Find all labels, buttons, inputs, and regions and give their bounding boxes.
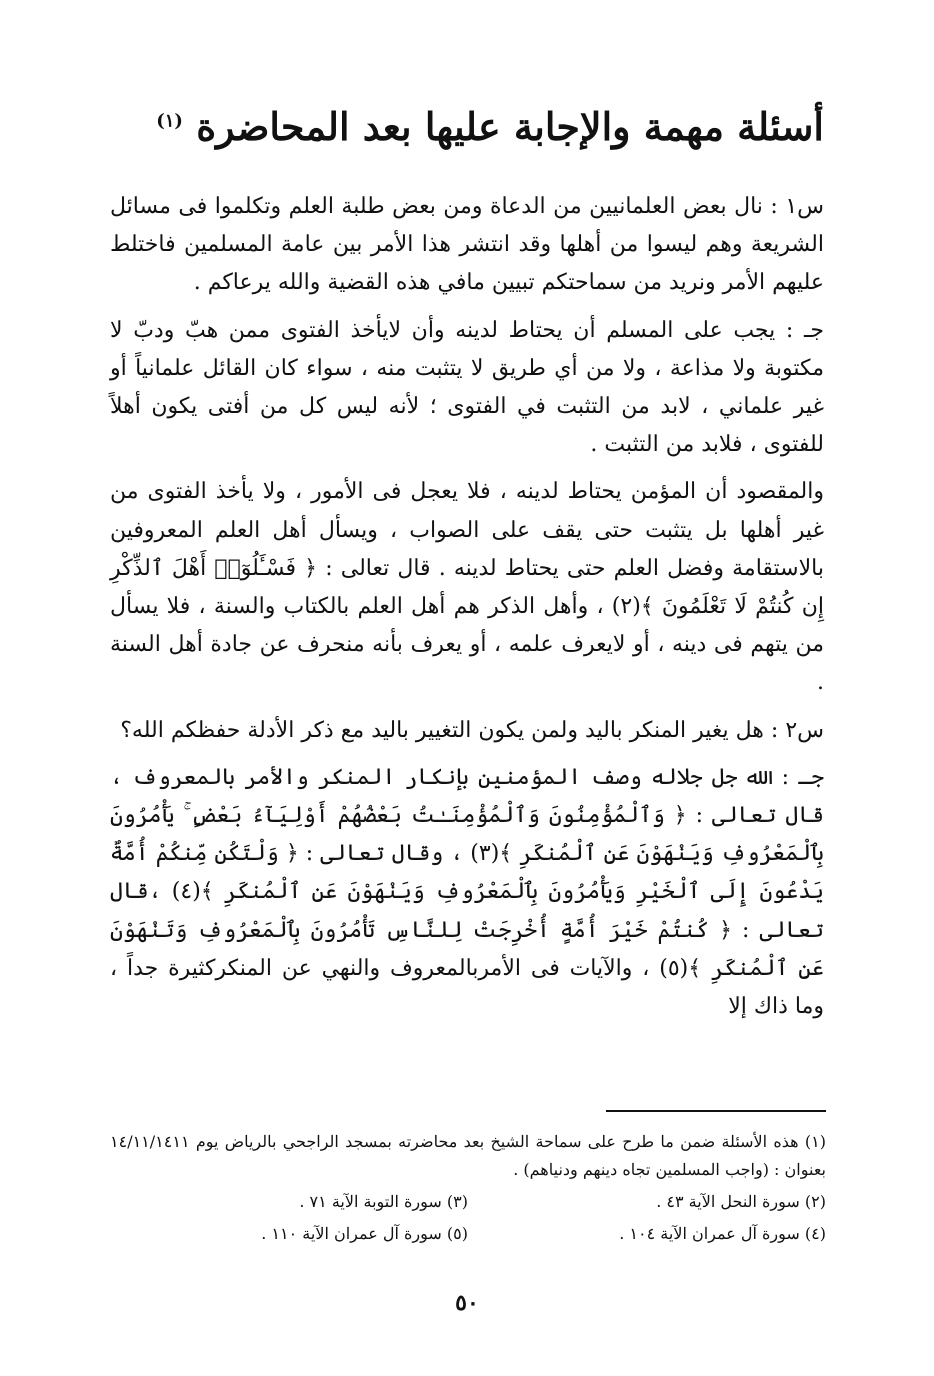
page-number: ٥٠ — [455, 1290, 479, 1316]
answer-1-continuation-paragraph: والمقصود أن المؤمن يحتاط لدينه ، فلا يعجل فى الأمور ، ولا يأخذ الفتوى من غير أهلها بل يتثبت حتى يقف على الصواب ، ويسأل أهل العلم المعروفين بالاستقامة وفضل العلم حتى يحتاط لدينه . قال تعالى : ﴿ فَسْـَٔلُوٓا۟ أَهْلَ ٱلذِّكْرِ إِن كُنتُمْ لَا تَعْلَمُونَ ﴾(٢) ، وأهل الذكر هم أهل العلم بالكتاب والسنة ، فلا يسأل من يتهم فى دينه ، أو لايعرف علمه ، أو يعرف بأنه منحرف عن جادة أهل السنة . — [110, 479, 824, 696]
footnote-row-1 — [110, 1188, 826, 1216]
answer-2-paragraph: جـ : الله جل جلاله وصف المؤمنين بإنكار المنكر والأمر بالمعروف ، قال تعالى : ﴿ وَٱلْمُؤْمِنُونَ وَٱلْمُؤْمِنَـٰتُ بَعْضُهُمْ أَوْلِيَآءُ بَعْضٍ ۚ يَأْمُرُونَ بِٱلْمَعْرُوفِ وَيَنْهَوْنَ عَنِ ٱلْمُنكَرِ ﴾(٣) ، وقال تعالى : ﴿ وَلْتَكُن مِّنكُمْ أُمَّةٌ يَدْعُونَ إِلَى ٱلْخَيْرِ وَيَأْمُرُونَ بِٱلْمَعْرُوفِ وَيَنْهَوْنَ عَنِ ٱلْمُنكَرِ ﴾(٤) ،قال تعالى : ﴿ كُنتُمْ خَيْرَ أُمَّةٍ أُخْرِجَتْ لِلنَّاسِ تَأْمُرُونَ بِٱلْمَعْرُوفِ وَتَنْهَوْنَ عَنِ ٱلْمُنكَرِ ﴾(٥) ، والآيات فى الأمربالمعروف والنهي عن المنكركثيرة جداً ، وما ذاك إلا — [110, 764, 824, 1020]
footnote-row-2 — [110, 1220, 826, 1248]
footnote-3: (٣) سورة التوبة الآية ٧١ . — [299, 1192, 468, 1211]
question-1-paragraph: س١ : نال بعض العلمانيين من الدعاة ومن بعض طلبة العلم وتكلموا فى مسائل الشريعة وهم ليسوا من أهلها وقد انتشر هذا الأمر بين عامة المسلمين فاختلط عليهم الأمر ونريد من سماحتكم تبيين مافي هذه القضية والله يرعاكم . — [110, 194, 824, 296]
answer-1-paragraph: جـ : يجب على المسلم أن يحتاط لدينه وأن لايأخذ الفتوى ممن هبّ ودبّ لا مكتوبة ولا مذاعة ، ولا من أي طريق لا يتثبت منه ، سواء كان القائل علمانياً أو غير علماني ، لابد من التثبت في الفتوى ؛ لأنه ليس كل من أفتى يكون أهلاً للفتوى ، فلابد من التثبت . — [110, 317, 824, 458]
page-title — [110, 87, 824, 167]
title-text: أسئلة مهمة والإجابة عليها بعد المحاضرة — [196, 104, 824, 150]
footnote-5: (٥) سورة آل عمران الآية ١١٠ . — [261, 1224, 468, 1243]
footnote-divider — [606, 1110, 826, 1112]
footnote-4: (٤) سورة آل عمران الآية ١٠٤ . — [619, 1224, 826, 1243]
footnote-1: (١) هذه الأسئلة ضمن ما طرح على سماحة الشيخ بعد محاضرته بمسجد الراجحي بالرياض يوم ١٤/١١/١٤١١ بعنوان : (واجب المسلمين تجاه دينهم ودنياهم) . — [110, 1132, 826, 1179]
title-footnote-marker: (١) — [156, 110, 183, 132]
main-text — [110, 188, 824, 1035]
question-2-paragraph: س٢ : هل يغير المنكر باليد ولمن يكون التغيير باليد مع ذكر الأدلة حفظكم الله؟ — [120, 717, 824, 743]
footnotes — [110, 1128, 826, 1248]
footnote-2: (٢) سورة النحل الآية ٤٣ . — [656, 1192, 826, 1211]
